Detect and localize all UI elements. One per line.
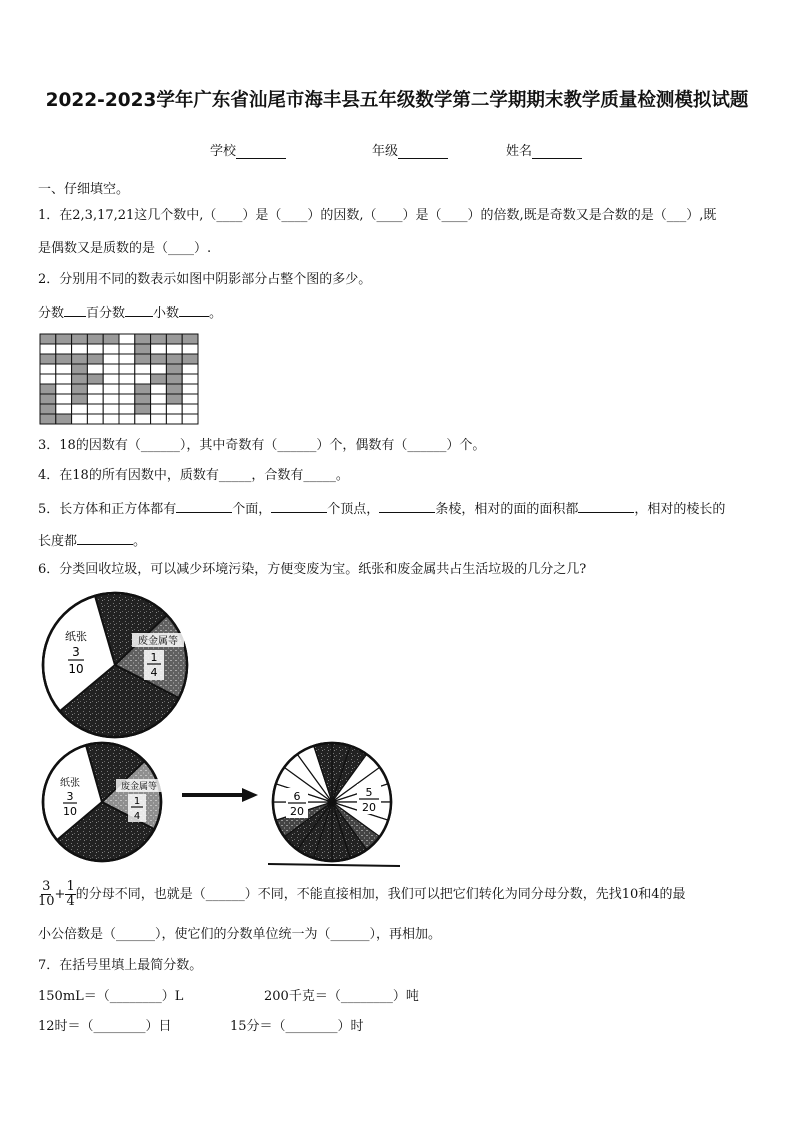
- grade-blank: [398, 144, 448, 159]
- pie-label-paper: 纸张: [65, 630, 87, 643]
- grid-cell: [72, 384, 88, 394]
- question-7: 7．在括号里填上最简分数。: [38, 958, 203, 973]
- school-field: [210, 140, 286, 159]
- question-1-line-2: 是偶数又是质数的是（____）.: [38, 241, 212, 256]
- grid-cell: [166, 364, 182, 374]
- grid-cell: [56, 404, 72, 414]
- grid-cell: [166, 394, 182, 404]
- grid-cell: [103, 414, 119, 424]
- grid-cell: [56, 334, 72, 344]
- grid-cell: [72, 334, 88, 344]
- name-label: 姓名: [506, 144, 533, 159]
- question-6: 6．分类回收垃圾，可以减少环境污染，方便变废为宝。纸张和废金属共占生活垃圾的几分之几?: [38, 562, 587, 577]
- grid-cell: [56, 414, 72, 424]
- grid-cell: [182, 404, 198, 414]
- grid-cell: [182, 364, 198, 374]
- grid-cell: [40, 374, 56, 384]
- grid-cell: [151, 334, 167, 344]
- grid-cell: [72, 394, 88, 404]
- grid-cell: [151, 344, 167, 354]
- grid-cell: [119, 364, 135, 374]
- question-7-item-3: 12时＝（________）日: [38, 1019, 172, 1034]
- grid-cell: [151, 374, 167, 384]
- arrow-right-icon: [180, 785, 260, 805]
- svg-text:20: 20: [362, 801, 376, 814]
- svg-text:纸张: 纸张: [60, 778, 80, 789]
- grid-cell: [40, 384, 56, 394]
- question-3: 3．18的因数有（______），其中奇数有（______）个，偶数有（______）个。: [38, 438, 486, 453]
- grid-cell: [72, 404, 88, 414]
- grid-cell: [40, 404, 56, 414]
- grid-cell: [166, 344, 182, 354]
- grid-cell: [103, 404, 119, 414]
- grid-cell: [119, 394, 135, 404]
- grid-cell: [87, 354, 103, 364]
- grid-cell: [87, 374, 103, 384]
- grid-cell: [103, 394, 119, 404]
- grid-cell: [182, 344, 198, 354]
- grid-cell: [135, 364, 151, 374]
- grid-cell: [87, 404, 103, 414]
- grid-cell: [40, 394, 56, 404]
- question-7-item-2: 200千克＝（________）吨: [264, 989, 419, 1004]
- grid-cell: [119, 404, 135, 414]
- grid-cell: [56, 394, 72, 404]
- svg-text:1: 1: [150, 651, 158, 664]
- grid-cell: [135, 404, 151, 414]
- grid-cell: [103, 344, 119, 354]
- shaded-grid-figure: [39, 333, 199, 425]
- grid-cell: [72, 364, 88, 374]
- grid-cell: [182, 414, 198, 424]
- grid-cell: [166, 374, 182, 384]
- question-5-line-1: 5．长方体和正方体都有 个面， 个顶点， 条棱，相对的面的面积都 ，相对的棱长的: [38, 498, 725, 519]
- grid-cell: [87, 364, 103, 374]
- school-label: 学校: [210, 144, 237, 159]
- question-6-explanation-line-1: $\frac{3}{10}$ + $\frac{1}{4}$ 的分母不同，也就是（______）不同，不能直接相加，我们可以把它们转化为同分母分数，先找10和4的最: [38, 879, 686, 909]
- grid-cell: [119, 334, 135, 344]
- grid-cell: [151, 354, 167, 364]
- pie-chart-twentieths: [266, 740, 402, 870]
- fraction-1-4: $\frac{1}{4}$: [66, 879, 75, 909]
- grid-cell: [56, 344, 72, 354]
- grid-cell: [119, 354, 135, 364]
- grid-cell: [166, 404, 182, 414]
- school-blank: [236, 144, 286, 159]
- svg-text:20: 20: [290, 805, 304, 818]
- grid-cell: [103, 354, 119, 364]
- grid-cell: [135, 344, 151, 354]
- question-2: 2．分别用不同的数表示如图中阴影部分占整个图的多少。: [38, 272, 372, 287]
- question-6-explanation-line-2: 小公倍数是（______），使它们的分数单位统一为（______），再相加。: [38, 927, 442, 942]
- grid-cell: [166, 384, 182, 394]
- svg-text:1: 1: [133, 796, 141, 807]
- grid-cell: [40, 344, 56, 354]
- grid-cell: [135, 354, 151, 364]
- grid-cell: [103, 384, 119, 394]
- grid-cell: [166, 354, 182, 364]
- grid-cell: [151, 384, 167, 394]
- grid-cell: [72, 354, 88, 364]
- grid-cell: [182, 394, 198, 404]
- grid-cell: [182, 384, 198, 394]
- pie-label-metal: 废金属等: [138, 636, 178, 647]
- grid-cell: [56, 364, 72, 374]
- grid-cell: [166, 334, 182, 344]
- question-5-line-2: 长度都 。: [38, 530, 146, 551]
- question-7-item-1: 150mL＝（________）L: [38, 989, 184, 1004]
- grid-cell: [119, 374, 135, 384]
- question-7-item-4: 15分＝（________）时: [230, 1019, 364, 1034]
- name-blank: [532, 144, 582, 159]
- grid-cell: [87, 344, 103, 354]
- grid-cell: [56, 374, 72, 384]
- svg-text:4: 4: [150, 666, 158, 679]
- grid-cell: [40, 334, 56, 344]
- grid-cell: [135, 334, 151, 344]
- grid-cell: [135, 384, 151, 394]
- section-heading: 一、仔细填空。: [38, 182, 130, 197]
- grid-cell: [103, 374, 119, 384]
- grade-field: [372, 140, 448, 159]
- svg-text:废金属等: 废金属等: [120, 782, 158, 792]
- grid-cell: [151, 404, 167, 414]
- grid-cell: [103, 364, 119, 374]
- grid-cell: [151, 394, 167, 404]
- name-field: [506, 140, 582, 159]
- question-2-answers: 分数 百分数 小数 。: [38, 302, 222, 323]
- svg-text:10: 10: [68, 662, 84, 676]
- grid-cell: [135, 394, 151, 404]
- svg-text:6: 6: [293, 790, 301, 803]
- grid-cell: [72, 344, 88, 354]
- grid-cell: [119, 384, 135, 394]
- grid-cell: [119, 344, 135, 354]
- question-1-line-1: 1．在2,3,17,21这几个数中,（____）是（____）的因数,（____）是（____）的倍数,既是奇数又是合数的是（___）,既: [38, 208, 717, 223]
- grade-label: 年级: [372, 144, 399, 159]
- grid-cell: [40, 354, 56, 364]
- grid-cell: [182, 334, 198, 344]
- grid-cell: [103, 334, 119, 344]
- svg-text:5: 5: [365, 786, 373, 799]
- grid-cell: [182, 374, 198, 384]
- svg-text:10: 10: [63, 805, 77, 818]
- grid-cell: [166, 414, 182, 424]
- grid-cell: [72, 414, 88, 424]
- grid-cell: [151, 364, 167, 374]
- svg-text:3: 3: [72, 645, 80, 659]
- grid-cell: [87, 334, 103, 344]
- grid-cell: [135, 374, 151, 384]
- grid-cell: [56, 354, 72, 364]
- svg-text:4: 4: [133, 811, 141, 822]
- grid-cell: [56, 384, 72, 394]
- grid-cell: [119, 414, 135, 424]
- grid-cell: [87, 414, 103, 424]
- pie-chart-waste: [40, 590, 190, 740]
- grid-cell: [182, 354, 198, 364]
- svg-text:3: 3: [66, 790, 74, 803]
- grid-cell: [135, 414, 151, 424]
- fraction-3-10: $\frac{3}{10}$: [38, 879, 55, 909]
- grid-cell: [87, 394, 103, 404]
- grid-cell: [40, 414, 56, 424]
- page-title: 2022-2023学年广东省汕尾市海丰县五年级数学第二学期期末教学质量检测模拟试题: [45, 90, 749, 111]
- pie-chart-waste-small: [40, 740, 165, 865]
- grid-cell: [151, 414, 167, 424]
- grid-cell: [40, 364, 56, 374]
- question-4: 4．在18的所有因数中，质数有_____，合数有_____。: [38, 468, 349, 483]
- grid-cell: [72, 374, 88, 384]
- grid-cell: [87, 384, 103, 394]
